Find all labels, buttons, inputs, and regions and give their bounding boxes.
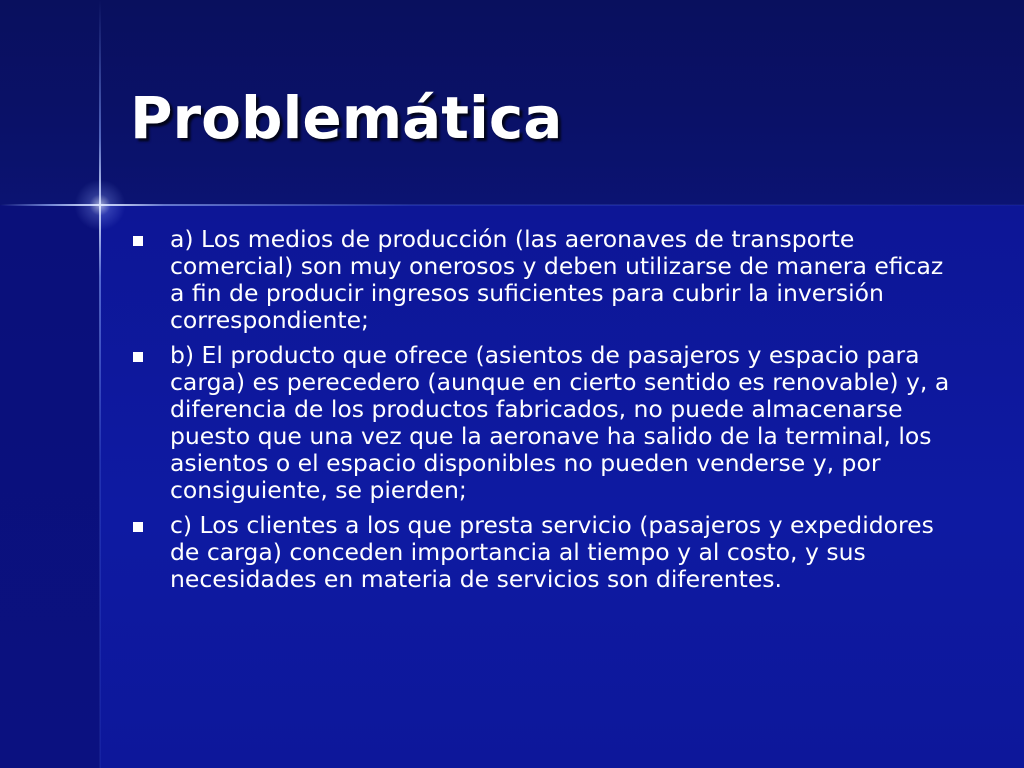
bullet-text: b) El producto que ofrece (asientos de pasajeros y espacio para carga) es perecedero (aunque en cierto sentido es renovable) y, a diferencia de los productos fabricados, no puede almacenarse puesto que una vez que la aeronave ha salido de la terminal, los asientos o el espacio disponibles no pueden venderse y, por consiguiente, se pierden; [170, 341, 950, 504]
slide-title: Problemática [130, 84, 563, 152]
square-bullet-icon [133, 352, 143, 362]
bullet-text: c) Los clientes a los que presta servicio (pasajeros y expedidores de carga) conceden importancia al tiempo y al costo, y sus necesidades en materia de servicios son diferentes. [170, 511, 934, 593]
bullet-text: a) Los medios de producción (las aeronaves de transporte comercial) son muy onerosos y deben utilizarse de manera eficaz a fin de producir ingresos suficientes para cubrir la inversión correspondiente; [170, 225, 944, 334]
bullet-list [130, 226, 950, 601]
bullet-item-c [130, 512, 950, 593]
bullet-item-a [130, 226, 950, 334]
square-bullet-icon [133, 236, 143, 246]
square-bullet-icon [133, 522, 143, 532]
bullet-item-b [130, 342, 950, 504]
sparkle-icon [70, 175, 130, 235]
horizontal-accent-line [0, 204, 1024, 206]
left-band [0, 205, 100, 768]
vertical-accent-line [99, 0, 101, 768]
